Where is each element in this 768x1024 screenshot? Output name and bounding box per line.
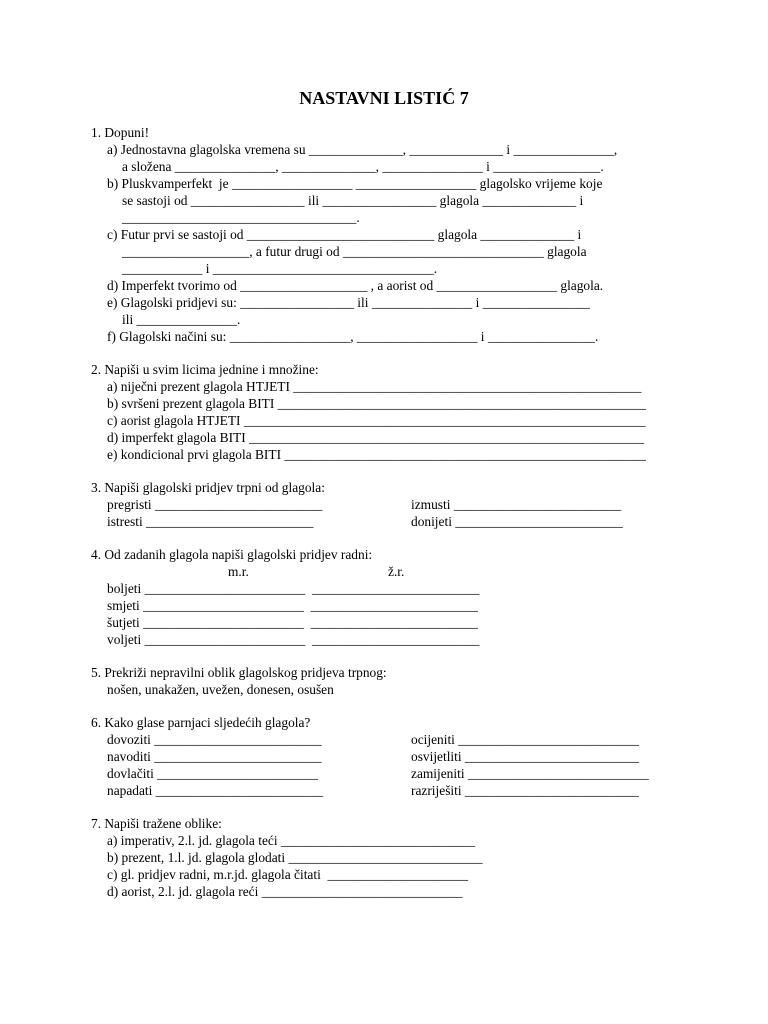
worksheet-line-q2e: e) kondicional prvi glagola BITI ______________________________________________________ [107, 447, 646, 462]
worksheet-line-q1c1: c) Futur prvi se sastoji od ____________________________ glagola ______________ i [107, 227, 582, 242]
worksheet-line-q1: 1. Dopuni! [91, 125, 150, 140]
worksheet-line-q4r2: smjeti ________________________ _________________________ [107, 598, 478, 613]
worksheet-line-q4h1: m.r. [228, 564, 249, 579]
worksheet-line-q1e2: ili _______________. [122, 312, 241, 327]
worksheet-line-q1b1: b) Pluskvamperfekt je __________________ __________________ glagolsko vrijeme koje [107, 176, 603, 191]
worksheet-line-q1f: f) Glagolski načini su: __________________, __________________ i ________________. [107, 329, 599, 344]
worksheet-line-q7d: d) aorist, 2.l. jd. glagola reći ______________________________ [107, 884, 463, 899]
worksheet-line-q1e1: e) Glagolski pridjevi su: _________________ ili _______________ i ________________ [107, 295, 590, 310]
worksheet-line-q7b: b) prezent, 1.l. jd. glagola glodati _____________________________ [107, 850, 483, 865]
worksheet-line-q4r3: šutjeti ________________________ _________________________ [107, 615, 478, 630]
worksheet-line-q5: 5. Prekriži nepravilni oblik glagolskog pridjeva trpnog: [91, 665, 387, 680]
worksheet-line-q1c3: ____________ i _________________________________. [122, 261, 438, 276]
worksheet-line-q3r1r: izmusti _________________________ [411, 497, 622, 512]
worksheet-line-q7: 7. Napiši tražene oblike: [91, 816, 222, 831]
worksheet-line-q3: 3. Napiši glagolski pridjev trpni od glagola: [91, 480, 325, 495]
worksheet-line-q6r3l: dovlačiti ________________________ [107, 766, 318, 781]
worksheet-line-q5w: nošen, unakažen, uvežen, donesen, osušen [107, 682, 334, 697]
worksheet-line-q6r2r: osvijetliti __________________________ [411, 749, 640, 764]
worksheet-line-q2b: b) svršeni prezent glagola BITI _______________________________________________________ [107, 396, 646, 411]
worksheet-line-q4: 4. Od zadanih glagola napiši glagolski pridjev radni: [91, 547, 373, 562]
worksheet-line-q7a: a) imperativ, 2.l. jd. glagola teći _____________________________ [107, 833, 476, 848]
worksheet-line-q1b3: ___________________________________. [122, 210, 360, 225]
worksheet-line-q1b2: se sastoji od _________________ ili _________________ glagola ______________ i [122, 193, 584, 208]
worksheet-line-q6: 6. Kako glase parnjaci sljedećih glagola? [91, 715, 311, 730]
worksheet-line-q3r2l: istresti _________________________ [107, 514, 314, 529]
worksheet-line-q6r3r: zamijeniti ___________________________ [411, 766, 649, 781]
worksheet-line-q6r4r: razriješiti __________________________ [411, 783, 639, 798]
worksheet-line-q1c2: ___________________, a futur drugi od ______________________________ glagola [122, 244, 587, 259]
worksheet-line-q2d: d) imperfekt glagola BITI ___________________________________________________________ [107, 430, 645, 445]
worksheet-line-q6r4l: napadati _________________________ [107, 783, 324, 798]
page-title: NASTAVNI LISTIĆ 7 [299, 88, 469, 108]
worksheet-line-q3r1l: pregristi _________________________ [107, 497, 323, 512]
worksheet-line-q2: 2. Napiši u svim licima jednine i množine: [91, 362, 319, 377]
worksheet-line-q2a: a) niječni prezent glagola HTJETI ____________________________________________________ [107, 379, 642, 394]
worksheet-line-q4r4: voljeti ________________________ _________________________ [107, 632, 480, 647]
worksheet-line-q6r2l: navoditi _________________________ [107, 749, 322, 764]
worksheet-line-q4r1: boljeti ________________________ _________________________ [107, 581, 480, 596]
worksheet-line-q7c: c) gl. pridjev radni, m.r.jd. glagola čitati _____________________ [107, 867, 469, 882]
worksheet-line-q2c: c) aorist glagola HTJETI ____________________________________________________________ [107, 413, 646, 428]
worksheet-line-q4h2: ž.r. [388, 564, 405, 579]
worksheet-line-q6r1l: dovoziti _________________________ [107, 732, 322, 747]
worksheet-line-q1d: d) Imperfekt tvorimo od ___________________ , a aorist od __________________ glagola. [107, 278, 604, 293]
worksheet-line-q6r1r: ocijeniti ___________________________ [411, 732, 640, 747]
worksheet-line-q3r2r: donijeti _________________________ [411, 514, 623, 529]
worksheet-line-q1a1: a) Jednostavna glagolska vremena su ______________, ______________ i _______________, [107, 142, 618, 157]
worksheet-line-q1a2: a složena _______________, ______________, _______________ i ________________. [122, 159, 604, 174]
